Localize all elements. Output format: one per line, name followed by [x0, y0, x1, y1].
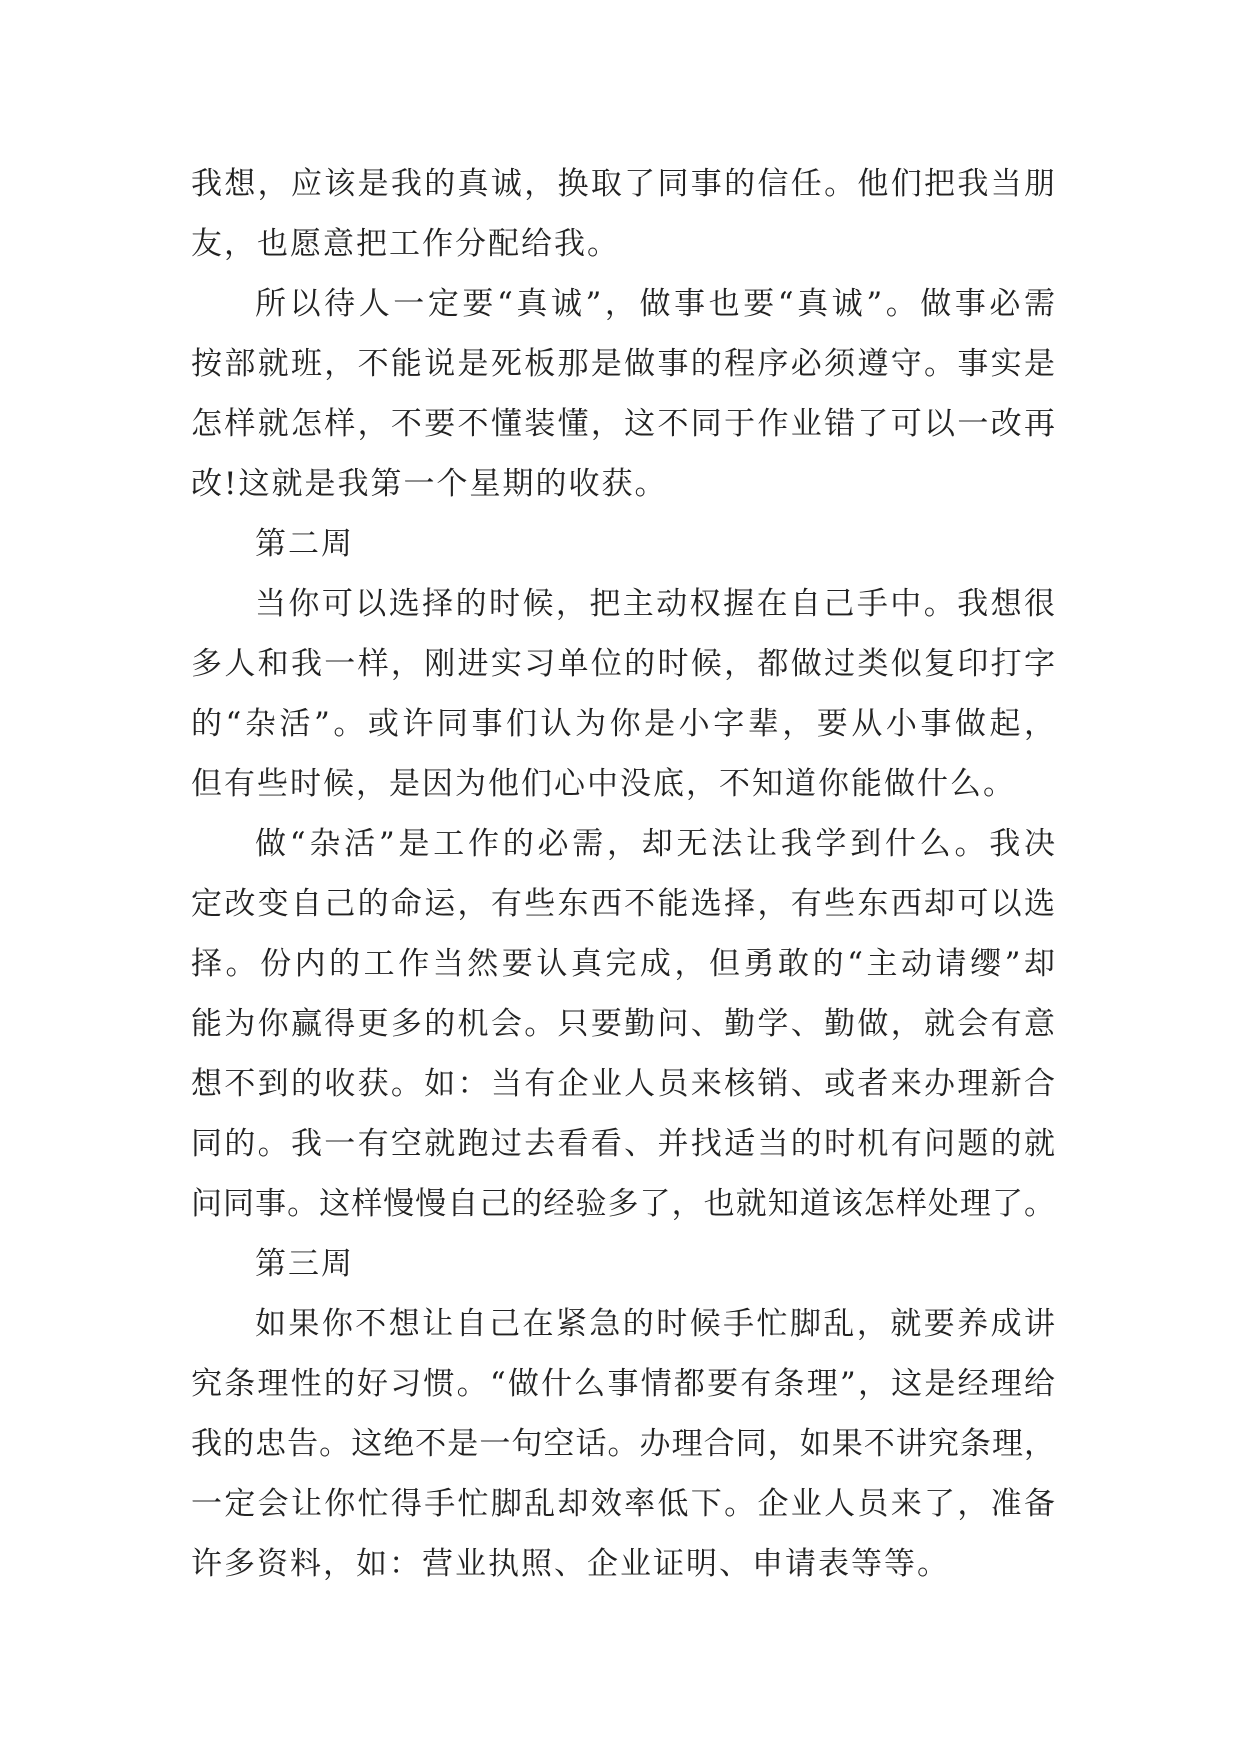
text-line: 问同事。这样慢慢自己的经验多了，也就知道该怎样处理了。 — [191, 1186, 1055, 1222]
text-line: 我想，应该是我的真诚，换取了同事的信任。他们把我当朋 — [191, 166, 1055, 202]
text-line: 我的忠告。这绝不是一句空话。办理合同，如果不讲究条理， — [191, 1426, 1055, 1462]
text-line: 多人和我一样，刚进实习单位的时候，都做过类似复印打字 — [191, 646, 1055, 682]
paragraph-start-line: 做“杂活”是工作的必需，却无法让我学到什么。我决 — [255, 826, 1055, 862]
text-line: 但有些时候，是因为他们心中没底，不知道你能做什么。 — [191, 766, 1016, 802]
text-line: 能为你赢得更多的机会。只要勤问、勤学、勤做，就会有意 — [191, 1006, 1055, 1042]
paragraph-start-line: 如果你不想让自己在紧急的时候手忙脚乱，就要养成讲 — [255, 1306, 1055, 1342]
text-line: 想不到的收获。如：当有企业人员来核销、或者来办理新合 — [191, 1066, 1055, 1102]
text-line: 改!这就是我第一个星期的收获。 — [191, 466, 668, 502]
text-line: 怎样就怎样，不要不懂装懂，这不同于作业错了可以一改再 — [191, 406, 1055, 442]
text-line: 的“杂活”。或许同事们认为你是小字辈，要从小事做起， — [191, 706, 1055, 742]
section-heading-week-2: 第二周 — [255, 526, 354, 562]
text-line: 定改变自己的命运，有些东西不能选择，有些东西却可以选 — [191, 886, 1055, 922]
section-heading-week-3: 第三周 — [255, 1246, 354, 1282]
text-line: 择。份内的工作当然要认真完成，但勇敢的“主动请缨”却 — [191, 946, 1055, 982]
text-line: 同的。我一有空就跑过去看看、并找适当的时机有问题的就 — [191, 1126, 1055, 1162]
document-body — [191, 154, 1055, 1594]
text-line: 一定会让你忙得手忙脚乱却效率低下。企业人员来了，准备 — [191, 1486, 1055, 1522]
paragraph-start-line: 所以待人一定要“真诚”，做事也要“真诚”。做事必需 — [255, 286, 1055, 322]
text-line: 究条理性的好习惯。“做什么事情都要有条理”，这是经理给 — [191, 1366, 1055, 1402]
text-line: 按部就班，不能说是死板那是做事的程序必须遵守。事实是 — [191, 346, 1055, 382]
text-line: 许多资料，如：营业执照、企业证明、申请表等等。 — [191, 1546, 950, 1582]
text-line: 友，也愿意把工作分配给我。 — [191, 226, 620, 262]
paragraph-start-line: 当你可以选择的时候，把主动权握在自己手中。我想很 — [255, 586, 1055, 622]
